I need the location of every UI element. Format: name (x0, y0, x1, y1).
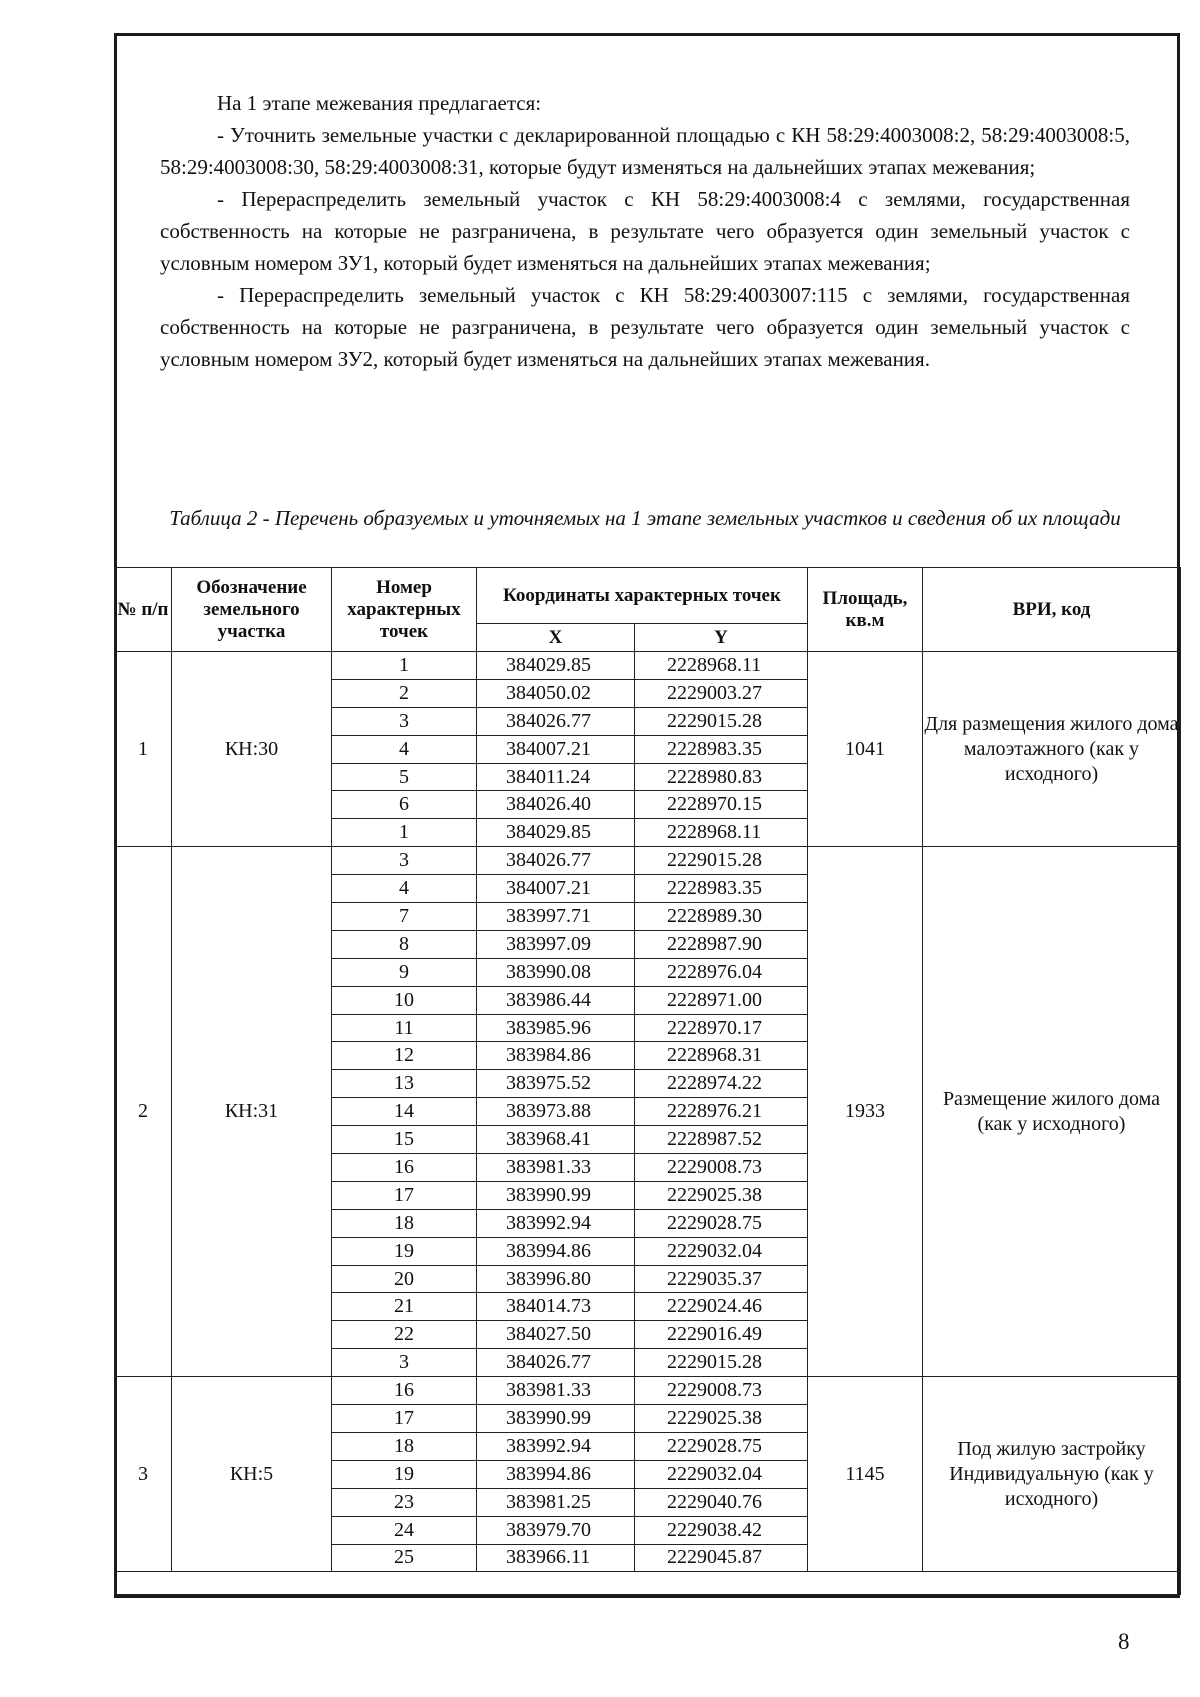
coord-x-cell: 383997.71 (477, 903, 635, 931)
table-caption: Таблица 2 - Перечень образуемых и уточняемых на 1 этапе земельных участков и сведения об их площади (169, 506, 1121, 530)
paragraph-intro: На 1 этапе межевания предлагается: (217, 91, 542, 115)
intro-text (160, 87, 1130, 375)
parcel-designation-cell: КН:30 (172, 652, 332, 847)
coord-x-cell: 384007.21 (477, 735, 635, 763)
coord-x-cell: 384026.77 (477, 1349, 635, 1377)
page-number: 8 (1118, 1629, 1130, 1654)
point-number-cell: 14 (332, 1098, 477, 1126)
coord-y-cell: 2228968.11 (635, 652, 808, 680)
point-number-cell: 4 (332, 735, 477, 763)
table-body (115, 652, 1181, 1595)
header-area: Площадь, кв.м (808, 568, 923, 652)
coord-y-cell: 2228987.90 (635, 930, 808, 958)
table-empty-row (115, 1572, 1181, 1595)
coord-x-cell: 383985.96 (477, 1014, 635, 1042)
coord-x-cell: 383990.99 (477, 1181, 635, 1209)
point-number-cell: 17 (332, 1405, 477, 1433)
coord-y-cell: 2228974.22 (635, 1070, 808, 1098)
point-number-cell: 21 (332, 1293, 477, 1321)
header-y: Y (635, 624, 808, 652)
header-designation: Обозначение земельного участка (172, 568, 332, 652)
coord-x-cell: 383979.70 (477, 1516, 635, 1544)
coord-x-cell: 384026.77 (477, 707, 635, 735)
coord-x-cell: 383996.80 (477, 1265, 635, 1293)
table-row (115, 652, 1181, 680)
coord-y-cell: 2228971.00 (635, 986, 808, 1014)
point-number-cell: 3 (332, 1349, 477, 1377)
point-number-cell: 6 (332, 791, 477, 819)
point-number-cell: 22 (332, 1321, 477, 1349)
point-number-cell: 16 (332, 1154, 477, 1182)
coord-y-cell: 2228968.11 (635, 819, 808, 847)
coord-y-cell: 2228970.17 (635, 1014, 808, 1042)
parcel-area-cell: 1145 (808, 1377, 923, 1572)
coord-x-cell: 383994.86 (477, 1237, 635, 1265)
coord-y-cell: 2229015.28 (635, 707, 808, 735)
coord-x-cell: 383994.86 (477, 1460, 635, 1488)
coord-x-cell: 383992.94 (477, 1209, 635, 1237)
coord-y-cell: 2229032.04 (635, 1237, 808, 1265)
parcel-vri-cell: Размещение жилого дома (как у исходного) (923, 847, 1181, 1377)
paragraph-item-1: - Уточнить земельные участки с декларированной площадью с КН 58:29:4003008:2, 58:29:4003008:5, 58:29:4003008:30, 58:29:4003008:31, которые будут изменяться на дальнейших этапах межевания; (160, 123, 1130, 179)
point-number-cell: 16 (332, 1377, 477, 1405)
coord-y-cell: 2228987.52 (635, 1126, 808, 1154)
coord-x-cell: 384007.21 (477, 875, 635, 903)
point-number-cell: 2 (332, 679, 477, 707)
coord-y-cell: 2228983.35 (635, 735, 808, 763)
coord-y-cell: 2229015.28 (635, 1349, 808, 1377)
point-number-cell: 4 (332, 875, 477, 903)
coord-x-cell: 384029.85 (477, 652, 635, 680)
coord-y-cell: 2229016.49 (635, 1321, 808, 1349)
paragraph-item-2: - Перераспределить земельный участок с КН 58:29:4003008:4 с землями, государственная собственность на которые не разграничена, в результате чего образуется один земельный участок с условным номером ЗУ1, который будет изменяться на дальнейших этапах межевания; (160, 187, 1130, 275)
coord-y-cell: 2229025.38 (635, 1405, 808, 1433)
point-number-cell: 25 (332, 1544, 477, 1572)
coord-x-cell: 383981.25 (477, 1488, 635, 1516)
header-point-number: Номер характерных точек (332, 568, 477, 652)
parcel-vri-cell: Под жилую застройку Индивидуальную (как у исходного) (923, 1377, 1181, 1572)
table-row (115, 847, 1181, 875)
coord-y-cell: 2228980.83 (635, 763, 808, 791)
point-number-cell: 10 (332, 986, 477, 1014)
coord-y-cell: 2228976.04 (635, 958, 808, 986)
coord-x-cell: 383981.33 (477, 1377, 635, 1405)
coord-x-cell: 384029.85 (477, 819, 635, 847)
coord-x-cell: 384026.77 (477, 847, 635, 875)
point-number-cell: 19 (332, 1237, 477, 1265)
header-vri: ВРИ, код (923, 568, 1181, 652)
point-number-cell: 20 (332, 1265, 477, 1293)
coord-y-cell: 2228970.15 (635, 791, 808, 819)
parcel-area-cell: 1933 (808, 847, 923, 1377)
table-empty-cell (115, 1572, 1181, 1595)
parcel-area-cell: 1041 (808, 652, 923, 847)
point-number-cell: 9 (332, 958, 477, 986)
coord-x-cell: 384014.73 (477, 1293, 635, 1321)
coord-x-cell: 383997.09 (477, 930, 635, 958)
point-number-cell: 18 (332, 1432, 477, 1460)
coord-x-cell: 383981.33 (477, 1154, 635, 1182)
coord-y-cell: 2229008.73 (635, 1154, 808, 1182)
point-number-cell: 3 (332, 707, 477, 735)
coord-y-cell: 2229040.76 (635, 1488, 808, 1516)
coord-y-cell: 2229032.04 (635, 1460, 808, 1488)
coord-x-cell: 383990.99 (477, 1405, 635, 1433)
coord-x-cell: 383990.08 (477, 958, 635, 986)
point-number-cell: 17 (332, 1181, 477, 1209)
coord-y-cell: 2229015.28 (635, 847, 808, 875)
coord-y-cell: 2229038.42 (635, 1516, 808, 1544)
parcel-number-cell: 1 (115, 652, 172, 847)
coord-y-cell: 2229028.75 (635, 1432, 808, 1460)
coord-y-cell: 2229003.27 (635, 679, 808, 707)
point-number-cell: 8 (332, 930, 477, 958)
header-coordinates: Координаты характерных точек (477, 568, 808, 624)
point-number-cell: 23 (332, 1488, 477, 1516)
parcel-number-cell: 3 (115, 1377, 172, 1572)
coord-x-cell: 384026.40 (477, 791, 635, 819)
coord-x-cell: 384011.24 (477, 763, 635, 791)
coord-x-cell: 384027.50 (477, 1321, 635, 1349)
coord-y-cell: 2229024.46 (635, 1293, 808, 1321)
coord-y-cell: 2229035.37 (635, 1265, 808, 1293)
table-row (115, 1377, 1181, 1405)
header-num: № п/п (115, 568, 172, 652)
coord-y-cell: 2229028.75 (635, 1209, 808, 1237)
coord-x-cell: 383992.94 (477, 1432, 635, 1460)
coord-y-cell: 2229008.73 (635, 1377, 808, 1405)
point-number-cell: 12 (332, 1042, 477, 1070)
coord-x-cell: 383973.88 (477, 1098, 635, 1126)
coord-y-cell: 2228976.21 (635, 1098, 808, 1126)
coord-y-cell: 2228983.35 (635, 875, 808, 903)
point-number-cell: 1 (332, 652, 477, 680)
parcels-table (114, 567, 1181, 1595)
coord-x-cell: 383986.44 (477, 986, 635, 1014)
coord-x-cell: 383984.86 (477, 1042, 635, 1070)
parcel-designation-cell: КН:5 (172, 1377, 332, 1572)
coord-y-cell: 2229025.38 (635, 1181, 808, 1209)
point-number-cell: 19 (332, 1460, 477, 1488)
coord-y-cell: 2229045.87 (635, 1544, 808, 1572)
point-number-cell: 11 (332, 1014, 477, 1042)
point-number-cell: 18 (332, 1209, 477, 1237)
paragraph-item-3: - Перераспределить земельный участок с КН 58:29:4003007:115 с землями, государственная собственность на которые не разграничена, в результате чего образуется один земельный участок с условным номером ЗУ2, который будет изменяться на дальнейших этапах межевания. (160, 283, 1130, 371)
point-number-cell: 24 (332, 1516, 477, 1544)
parcel-vri-cell: Для размещения жилого дома малоэтажного (как у исходного) (923, 652, 1181, 847)
coord-x-cell: 383968.41 (477, 1126, 635, 1154)
point-number-cell: 5 (332, 763, 477, 791)
coord-x-cell: 383966.11 (477, 1544, 635, 1572)
coord-x-cell: 383975.52 (477, 1070, 635, 1098)
point-number-cell: 3 (332, 847, 477, 875)
parcel-designation-cell: КН:31 (172, 847, 332, 1377)
coord-y-cell: 2228989.30 (635, 903, 808, 931)
point-number-cell: 1 (332, 819, 477, 847)
header-x: X (477, 624, 635, 652)
parcel-number-cell: 2 (115, 847, 172, 1377)
coord-x-cell: 384050.02 (477, 679, 635, 707)
point-number-cell: 7 (332, 903, 477, 931)
table-header (115, 568, 1181, 652)
coord-y-cell: 2228968.31 (635, 1042, 808, 1070)
point-number-cell: 15 (332, 1126, 477, 1154)
point-number-cell: 13 (332, 1070, 477, 1098)
